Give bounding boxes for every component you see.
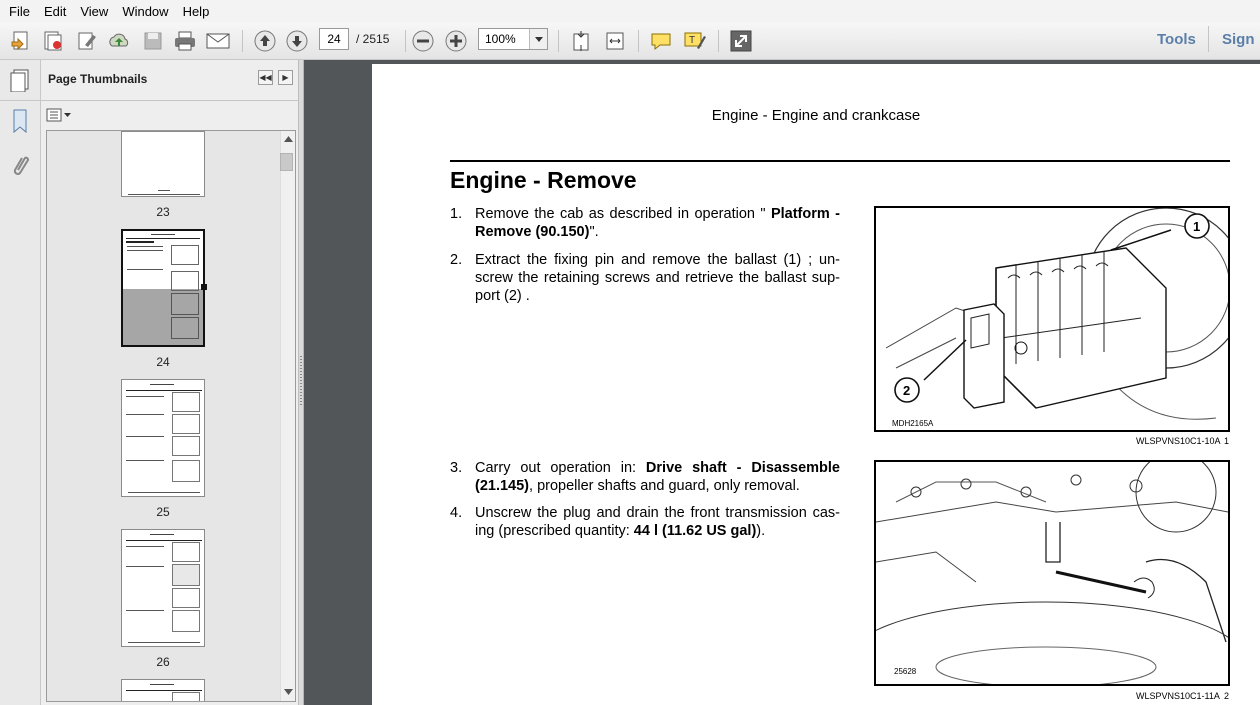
callout-1: 1	[1193, 219, 1201, 234]
full-screen-icon[interactable]	[728, 28, 754, 54]
section-heading: Engine - Remove	[450, 167, 637, 193]
toolbar-separator	[1208, 26, 1209, 52]
step-number: 4.	[450, 505, 463, 521]
ballast-illustration	[876, 208, 1228, 430]
attachments-icon[interactable]	[6, 152, 34, 180]
previous-page-icon[interactable]	[252, 28, 278, 54]
step-number: 2.	[450, 252, 463, 268]
figure-number: 1	[1224, 436, 1230, 446]
callout-2: 2	[903, 383, 911, 398]
figure-ballast	[874, 206, 1230, 432]
zoom-in-icon[interactable]	[443, 28, 469, 54]
save-icon[interactable]	[140, 28, 166, 54]
panel-divider	[41, 100, 299, 101]
heading-rule	[450, 160, 1230, 162]
toolbar-separator	[718, 30, 719, 52]
toolbar	[0, 22, 1260, 60]
panel-title: Page Thumbnails	[48, 72, 148, 86]
next-page-icon[interactable]	[284, 28, 310, 54]
step-number: 1.	[450, 206, 463, 222]
menu-help[interactable]: Help	[182, 3, 210, 19]
email-icon[interactable]	[205, 28, 231, 54]
figure-number: 2	[1224, 691, 1230, 701]
page-header: Engine - Engine and crankcase	[711, 107, 921, 124]
step-3	[450, 459, 840, 495]
menu-edit[interactable]: Edit	[43, 3, 67, 19]
thumbnail-label: 24	[156, 355, 170, 369]
toolbar-separator	[638, 30, 639, 52]
step-text: Extract the fixing pin and remove the ballast (1) ; un-screw the retaining screws and retrieve the ballast sup-port (2) .	[475, 252, 840, 304]
thumbnail-page-27[interactable]	[121, 679, 205, 702]
chevron-down-icon[interactable]	[529, 29, 547, 49]
print-icon[interactable]	[172, 28, 198, 54]
scroll-up-icon[interactable]	[284, 136, 293, 142]
collapse-panel-icon[interactable]: ◀◀	[258, 70, 273, 85]
page-total: / 2515	[356, 32, 390, 46]
figure-code: 25628	[894, 667, 917, 676]
zoom-value: 100%	[485, 32, 516, 46]
document-viewport[interactable]	[304, 60, 1260, 705]
thumbnail-page-25[interactable]	[121, 379, 205, 497]
thumbnail-list[interactable]	[46, 130, 296, 702]
expand-panel-icon[interactable]: ▶	[278, 70, 293, 85]
thumbnail-scrollbar[interactable]	[280, 131, 295, 701]
page-number-input[interactable]: 24	[319, 28, 349, 50]
thumbnail-options-icon[interactable]	[46, 107, 72, 123]
figure-drain	[874, 460, 1230, 686]
toolbar-separator	[242, 30, 243, 52]
fit-page-icon[interactable]	[568, 28, 594, 54]
step-text: Unscrew the plug and drain the front transmission cas-ing (prescribed quantity: 44 l (11.62 US gal)).	[475, 505, 840, 539]
step-4	[450, 504, 840, 540]
menu-window[interactable]: Window	[122, 3, 169, 19]
zoom-select[interactable]	[478, 28, 548, 50]
thumbnail-label: 25	[156, 505, 170, 519]
create-pdf-icon[interactable]	[8, 28, 34, 54]
tools-button[interactable]: Tools	[1157, 31, 1196, 48]
figure-code: MDH2165A	[892, 419, 934, 428]
drain-illustration	[876, 462, 1228, 684]
menu-view[interactable]: View	[80, 3, 109, 19]
thumbnail-page-24[interactable]	[121, 229, 205, 347]
combine-files-icon[interactable]	[40, 28, 66, 54]
edit-pdf-icon[interactable]	[74, 28, 100, 54]
thumbnail-label: 26	[156, 655, 170, 669]
menu-file[interactable]: File	[9, 3, 30, 19]
scroll-thumb[interactable]	[280, 153, 293, 171]
highlight-text-icon[interactable]	[682, 28, 708, 54]
thumbnail-page-26[interactable]	[121, 529, 205, 647]
toolbar-separator	[558, 30, 559, 52]
svg-text:T: T	[689, 35, 696, 46]
step-text: Carry out operation in: Drive shaft - Disassemble (21.145), propeller shafts and guard, only removal.	[475, 460, 840, 494]
step-1	[450, 205, 840, 241]
scroll-down-icon[interactable]	[284, 689, 293, 695]
cloud-upload-icon[interactable]	[106, 28, 132, 54]
page-thumbnails-icon[interactable]	[6, 66, 34, 94]
navigation-rail	[0, 60, 41, 705]
comment-icon[interactable]	[648, 28, 674, 54]
thumbnail-page-23[interactable]	[121, 131, 205, 197]
menu-bar	[0, 0, 1260, 22]
thumbnails-panel	[41, 60, 299, 705]
step-text: Remove the cab as described in operation " Platform - Remove (90.150)".	[475, 206, 840, 240]
bookmarks-icon[interactable]	[6, 107, 34, 135]
rail-divider	[0, 100, 41, 101]
step-number: 3.	[450, 460, 463, 476]
sign-button[interactable]: Sign	[1222, 31, 1255, 48]
thumbnail-label: 23	[156, 205, 170, 219]
thumbnail-resize-handle[interactable]	[201, 284, 207, 290]
fit-width-icon[interactable]	[602, 28, 628, 54]
step-2	[450, 251, 840, 305]
document-page	[372, 64, 1260, 705]
toolbar-separator	[405, 30, 406, 52]
figure-ref: WLSPVNS10C1-10A	[1136, 436, 1221, 446]
zoom-out-icon[interactable]	[410, 28, 436, 54]
figure-ref: WLSPVNS10C1-11A	[1136, 691, 1220, 701]
